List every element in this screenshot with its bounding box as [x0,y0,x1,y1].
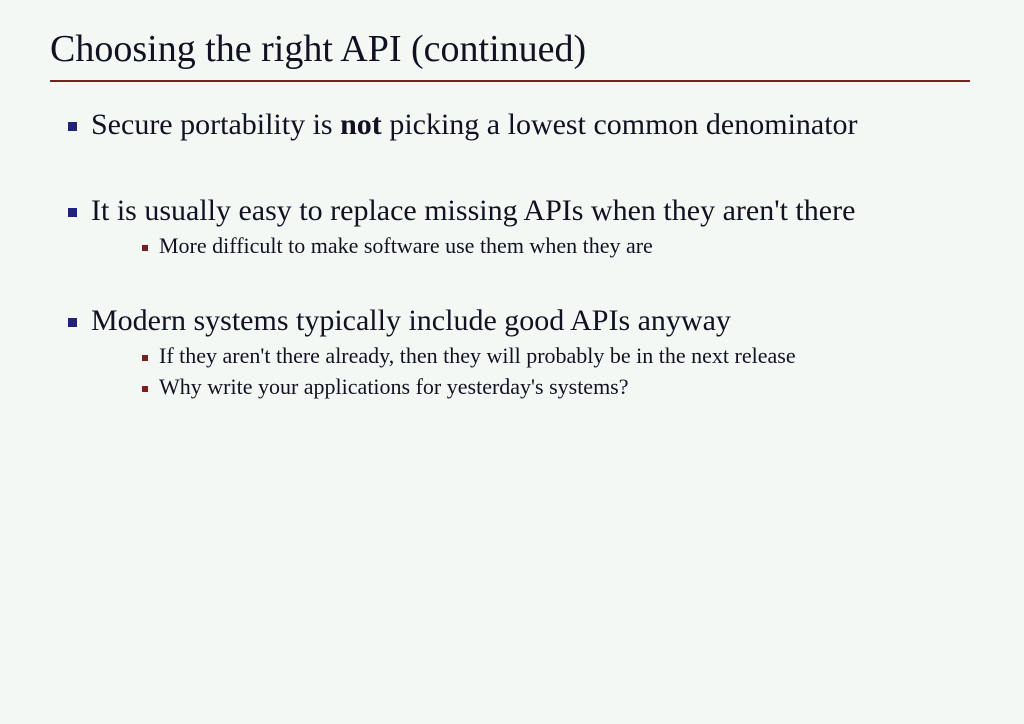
sub-bullet-list [142,342,968,401]
square-bullet-icon [68,122,77,131]
bullet-text-bold: not [340,108,382,141]
spacer [68,260,968,296]
sub-bullet-list [142,232,968,261]
sub-bullet-text: If they aren't there already, then they will probably be in the next release [159,342,796,368]
bullet-item [68,192,968,230]
bullet-text-before: Secure portability is [91,108,341,141]
bullet-text-after: picking a lowest common denominator [381,108,858,141]
bullet-item [68,106,968,144]
bullet-text: Modern systems typically include good APIs anyway [91,304,731,338]
bullet-text: It is usually easy to replace missing APIs when they aren't there [91,193,856,227]
small-square-bullet-icon [142,386,148,392]
title-divider [50,80,970,82]
slide-body [68,100,968,401]
slide-title-block [50,28,970,82]
small-square-bullet-icon [142,355,148,361]
spacer [68,144,968,186]
square-bullet-icon [68,208,77,217]
small-square-bullet-icon [142,245,148,251]
sub-bullet-item [142,232,968,261]
sub-bullet-item [142,342,968,371]
sub-bullet-item [142,373,968,402]
sub-bullet-text: More difficult to make software use them when they are [159,232,653,258]
sub-bullet-text: Why write your applications for yesterday's systems? [159,373,629,399]
bullet-text [91,106,858,144]
square-bullet-icon [68,318,77,327]
bullet-item [68,302,968,340]
page-title: Choosing the right API (continued) [50,28,587,70]
